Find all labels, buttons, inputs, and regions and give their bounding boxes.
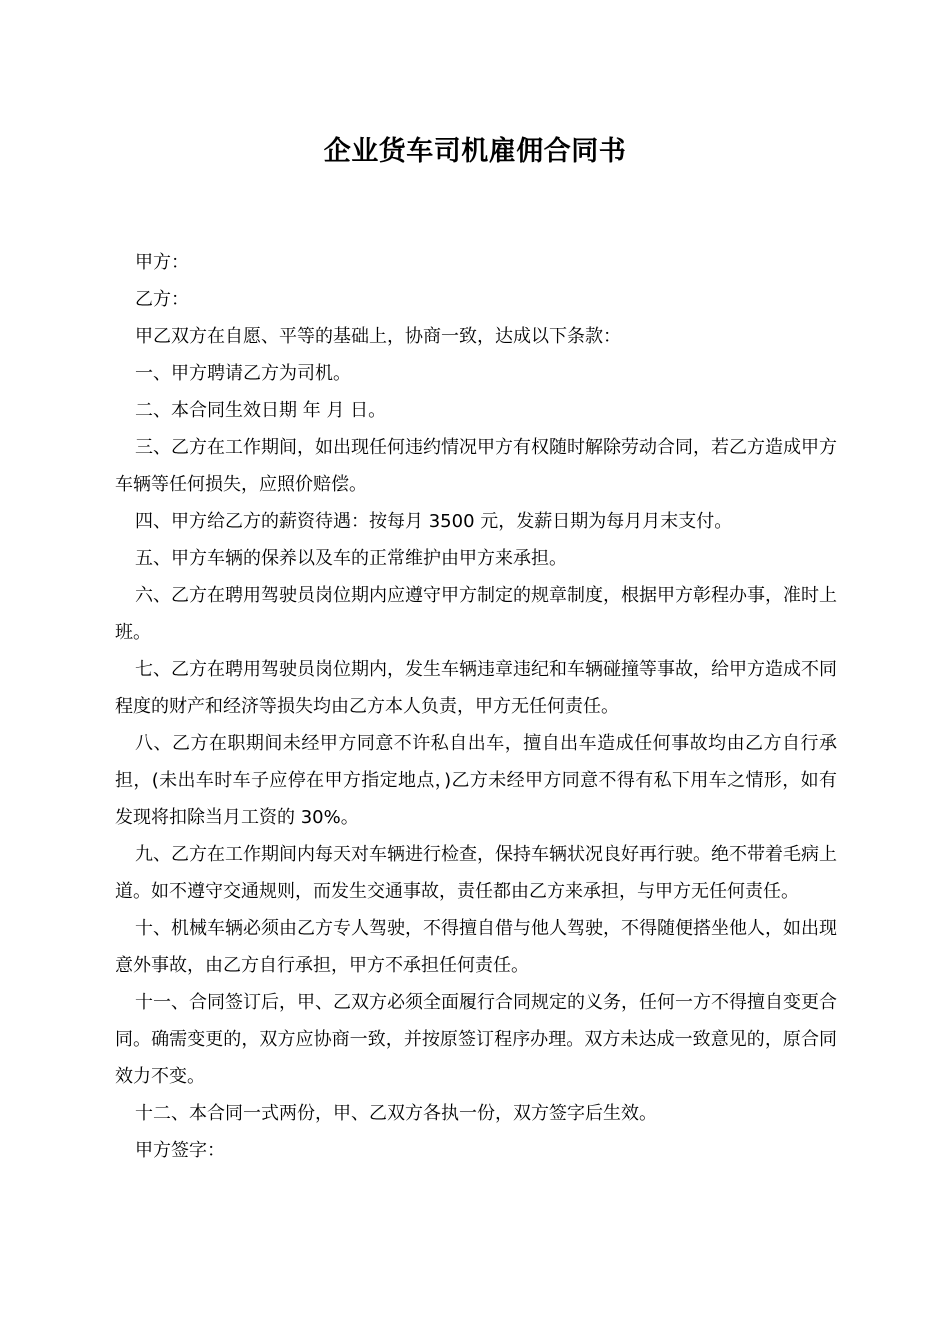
preamble-paragraph: 甲乙双方在自愿、平等的基础上，协商一致，达成以下条款： xyxy=(135,326,621,347)
clause-8: 八、乙方在职期间未经甲方同意不许私自出车，擅自出车造成任何事故均由乙方自行承担，(未出车时车子应停在甲方指定地点，)乙方未经甲方同意不得有私下用车之情形，如有发现将扣除当月工资的 30%。 xyxy=(115,733,837,828)
clause-11: 十一、合同签订后，甲、乙双方必须全面履行合同规定的义务，任何一方不得擅自变更合同。确需变更的，双方应协商一致，并按原签订程序办理。双方未达成一致意见的，原合同效力不变。 xyxy=(115,992,837,1087)
clause-3: 三、乙方在工作期间，如出现任何违约情况甲方有权随时解除劳动合同，若乙方造成甲方车辆等任何损失，应照价赔偿。 xyxy=(115,437,837,495)
clause-9: 九、乙方在工作期间内每天对车辆进行检查，保持车辆状况良好再行驶。绝不带着毛病上道。如不遵守交通规则，而发生交通事故，责任都由乙方来承担，与甲方无任何责任。 xyxy=(115,844,837,902)
document-title: 企业货车司机雇佣合同书 xyxy=(323,136,627,167)
clause-10: 十、机械车辆必须由乙方专人驾驶，不得擅自借与他人驾驶，不得随便搭坐他人，如出现意外事故，由乙方自行承担，甲方不承担任何责任。 xyxy=(115,918,837,976)
party-a-line: 甲方： xyxy=(135,252,189,273)
party-b-line: 乙方： xyxy=(135,289,189,310)
clause-6: 六、乙方在聘用驾驶员岗位期内应遵守甲方制定的规章制度，根据甲方彰程办事，准时上班。 xyxy=(115,585,837,643)
clause-2: 二、本合同生效日期 年 月 日。 xyxy=(135,400,387,421)
clause-1: 一、甲方聘请乙方为司机。 xyxy=(135,363,351,384)
party-a-signature-line: 甲方签字： xyxy=(135,1140,225,1161)
clause-4: 四、甲方给乙方的薪资待遇：按每月 3500 元，发薪日期为每月月末支付。 xyxy=(135,511,733,532)
document-body xyxy=(115,244,837,1169)
clause-5: 五、甲方车辆的保养以及车的正常维护由甲方来承担。 xyxy=(135,548,567,569)
clause-12: 十二、本合同一式两份，甲、乙双方各执一份，双方签字后生效。 xyxy=(135,1103,657,1124)
clause-7: 七、乙方在聘用驾驶员岗位期内，发生车辆违章违纪和车辆碰撞等事故，给甲方造成不同程度的财产和经济等损失均由乙方本人负责，甲方无任何责任。 xyxy=(115,659,837,717)
